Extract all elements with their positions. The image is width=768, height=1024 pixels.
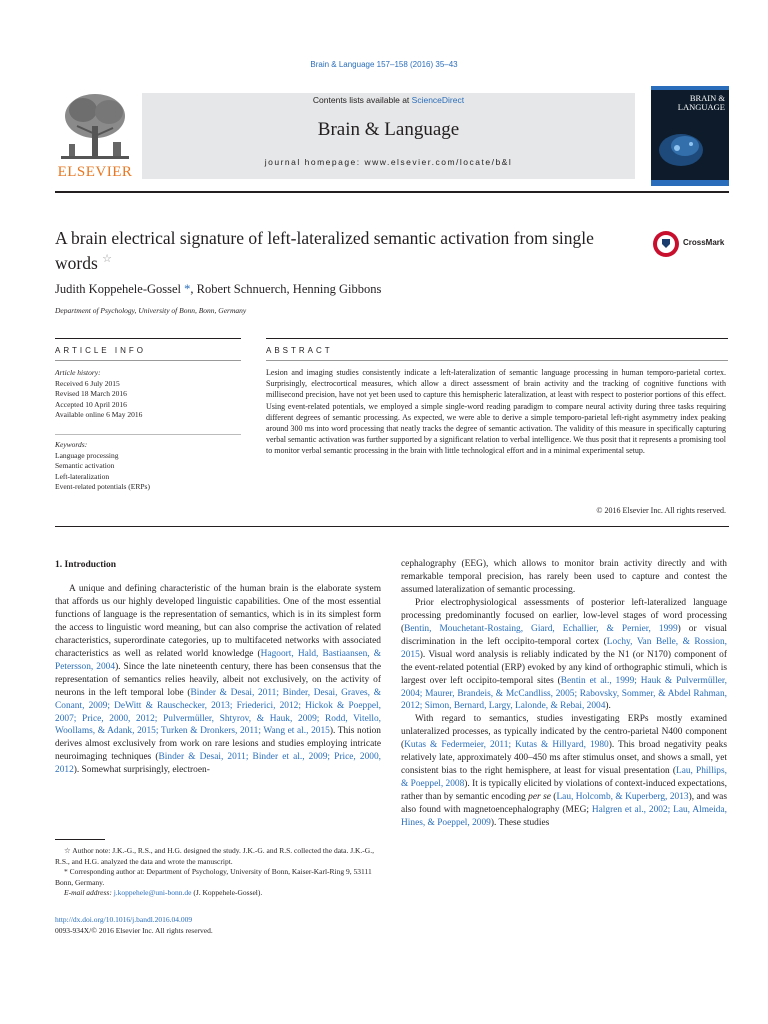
info-sub-rule [55, 360, 241, 361]
citation-link[interactable]: Kutas & Federmeier, 2011; Kutas & Hillyard, 1980 [404, 740, 609, 751]
text-run: ). Somewhat surprisingly, electroen- [73, 765, 210, 776]
title-footnote-mark[interactable]: ☆ [102, 253, 113, 265]
citation-link[interactable]: Bentin, Mouchetant-Rostaing, Giard, Echallier, & Pernier, 1999 [404, 623, 678, 634]
left-column [55, 583, 381, 777]
footnote-rule [55, 839, 105, 840]
text-run: ( [550, 792, 557, 803]
keywords-rule [55, 434, 241, 435]
brain-image-icon [651, 86, 729, 186]
doi-link[interactable]: http://dx.doi.org/10.1016/j.bandl.2016.04.009 [55, 915, 193, 924]
author-list [55, 282, 381, 297]
text-run: ). [605, 701, 611, 712]
text-run: ), and was also found with magnetoencephalography (MEG; [401, 792, 727, 816]
text-run: ). It is typically elicited by violations of context-induced expectations, rather than by semantic encoding [401, 779, 727, 803]
corresponding-author-mark[interactable]: * [184, 282, 191, 296]
publisher-name: ELSEVIER [57, 164, 133, 180]
affiliation: Department of Psychology, University of Bonn, Bonn, Germany [55, 306, 247, 315]
publication-notes [55, 915, 213, 936]
keyword: Event-related potentials (ERPs) [55, 482, 150, 491]
journal-title: Brain & Language [317, 119, 460, 140]
abstract-copyright: © 2016 Elsevier Inc. All rights reserved. [596, 506, 726, 515]
citation-link[interactable]: Bentin et al., 1999; Hauk & Pulvermüller, 2004; Maurer, Brandeis, & McCandliss, 2005; Rabovsky, Sommer, & Abdel Rahman, 2012; Simon, Bernard, Largy, Lalonde, & Rebai, 2004 [401, 675, 727, 712]
other-authors: , Robert Schnuerch, Henning Gibbons [190, 282, 382, 296]
crossmark-icon [652, 230, 680, 258]
email-label: E-mail address: [64, 888, 112, 897]
journal-homepage[interactable]: journal homepage: www.elsevier.com/locate/b&l [264, 157, 513, 167]
cover-title-line-2: LANGUAGE [677, 102, 725, 112]
footnote-asterisk-mark: * [64, 867, 68, 876]
citation-link[interactable]: Lau, Holcomb, & Kuperberg, 2013 [556, 792, 689, 803]
text-run: ) or visual discrimination in the left occipito-temporal cortex ( [401, 623, 727, 647]
keywords [55, 440, 241, 493]
keywords-label: Keywords: [55, 440, 88, 449]
article-history [55, 368, 241, 421]
footnote-text: Corresponding author at: Department of Psychology, University of Bonn, Kaiser-Karl-Ring 9, 53111 Bonn, Germany. [55, 867, 372, 887]
crossmark-label: CrossMark [683, 238, 725, 247]
keyword: Language processing [55, 450, 119, 460]
text-run: ). This broad negativity peaks relatively late, approximately 400–450 ms after stimulus onset, and shows a small, yet consistent bias to the right hemisphere, at least for visual presentation ( [401, 740, 727, 777]
history-online: Available online 6 May 2016 [55, 410, 143, 419]
article-info-heading: ARTICLE INFO [55, 346, 146, 355]
paragraph: cephalography (EEG), which allows to monitor brain activity directly and with remarkable temporal precision, has rarely been used to capture and contest the assumed lateralization of semantic processing. [401, 559, 727, 595]
keyword: Left-lateralization [55, 471, 110, 481]
footnotes [55, 846, 381, 899]
citation-link[interactable]: Binder & Desai, 2011; Binder et al., 2009; Price, 2000, 2012 [55, 752, 381, 776]
contents-line [142, 95, 635, 105]
sciencedirect-link[interactable]: ScienceDirect [411, 95, 465, 105]
text-run: ). This notion derives almost exclusively from work on rare lesions and studies employing intricate neuroimaging techniques ( [55, 726, 381, 763]
footnote-email [55, 888, 381, 899]
issn-line: 0093-934X/© 2016 Elsevier Inc. All rights reserved. [55, 925, 213, 935]
paragraph [401, 713, 727, 830]
masthead-divider [55, 191, 729, 193]
abstract-bottom-rule [55, 526, 729, 527]
history-revised: Revised 18 March 2016 [55, 389, 127, 398]
contents-prefix: Contents lists available at [312, 95, 412, 105]
paragraph [55, 583, 381, 777]
text-run: ). These studies [490, 818, 550, 829]
citation-link[interactable]: Halgren et al., 2002; Lau, Almeida, Hines, & Poeppel, 2009 [401, 805, 727, 829]
cover-title-line-1: BRAIN & [689, 93, 725, 103]
author-1[interactable]: Judith Koppehele-Gossel [55, 282, 182, 296]
history-label: Article history: [55, 368, 101, 377]
keyword: Semantic activation [55, 461, 115, 470]
abstract-sub-rule [266, 360, 728, 361]
italic-term: per se [528, 792, 551, 803]
footnote-author-note [55, 846, 381, 867]
history-received: Received 6 July 2015 [55, 378, 120, 388]
email-link[interactable]: j.koppehele@uni-bonn.de [113, 888, 192, 897]
text-run: ). Since the late nineteenth century, there has been consensus that the representation of semantics relies heavily, albeit not exclusively, on the activity of neurons in the left temporal lobe ( [55, 661, 381, 698]
right-column [401, 558, 727, 830]
citation-link[interactable]: Hagoort, Hald, Bastiaansen, & Petersson, 2004 [55, 648, 381, 672]
section-heading-introduction: 1. Introduction [55, 560, 117, 570]
abstract-top-rule [266, 338, 728, 339]
text-run: ). Visual word analysis is reliably indicated by the N1 (or N170) component of the event-related potential (ERP) evoked by any kind of orthographic stimuli, which is largest over left occipito-temporal sites ( [401, 649, 727, 686]
email-suffix: (J. Koppehele-Gossel). [191, 888, 263, 897]
text-run: With regard to semantics, studies investigating ERPs mostly examined unlateralized processes, as typically indicated by the centro-parietal N400 component ( [401, 714, 727, 751]
journal-reference[interactable]: Brain & Language 157–158 (2016) 35–43 [310, 60, 458, 69]
citation-link[interactable]: Binder & Desai, 2011; Binder, Desai, Graves, & Conant, 2009; DeWitt & Rauschecker, 2013; Friederici, 2012; Hickok & Poeppel, 2007; Price, 2000, 2012; Pulvermüller, Shtyrov, & Hauk, 2009; Rodd, Vitello, Woollams, & Adank, 2015; Turken & Dronkers, 2011; Wang et al., 2015 [55, 687, 381, 737]
article-title-text: A brain electrical signature of left-lateralized semantic activation from single words [55, 228, 594, 273]
text-run: A unique and defining characteristic of the human brain is the elaborate system that affords us our highly developed linguistic capabilities. One of the most essential functions of language is the representation of semantics, which is in its simplest form the access to linguistic word meaning, but can also comprise the activation of related characteristics, superordinate categories, up to multifaceted networks with associated characteristics as well as related world knowledge ( [55, 584, 381, 659]
citation-link[interactable]: Lochy, Van Belle, & Rossion, 2015 [401, 636, 727, 660]
footnote-star-mark: ☆ [64, 846, 71, 855]
abstract-heading: ABSTRACT [266, 346, 333, 355]
journal-header-box [142, 93, 635, 179]
abstract-text: Lesion and imaging studies consistently indicate a left-lateralization of semantic language processing in human temporo-parietal cortex. Surprisingly, electrocortical measures, which allow a direct assessment of brain activity and the tracking of cognitive functions with millisecond precision, have not yet been used to capture this hemispheric lateralization, at least with respect to posterior portions of this effect. Using event-related potentials, we employed a simple single-word reading paradigm to compare neural activity during three tasks requiring different degrees of semantic processing. As expected, we were able to derive a simple temporo-parietal left-right asymmetry index peaking around 300 ms into word processing that neatly tracks the degree of semantic activation. The validity of this measure in specifically capturing verbal semantic activation was further supported by a significant relation to verbal intelligence. We thus posit that it represents a promising tool to monitor verbal semantic processing in the brain with little technological effort and in a minimal experimental setup. [266, 368, 726, 456]
info-top-rule [55, 338, 241, 339]
footnote-corresponding [55, 867, 381, 888]
text-run: Prior electrophysiological assessments of posterior left-lateralized language processing predominantly focused on earlier, low-level stages of word processing ( [401, 597, 727, 634]
citation-link[interactable]: Lau, Phillips, & Poeppel, 2008 [401, 766, 727, 790]
article-title [55, 228, 635, 274]
footnote-text: Author note: J.K.-G., R.S., and H.G. designed the study. J.K.-G. and R.S. collected the data. J.K.-G., R.S., and H.G. analyzed the data and wrote the manuscript. [55, 846, 374, 866]
history-accepted: Accepted 10 April 2016 [55, 399, 127, 409]
crossmark-button[interactable] [652, 230, 734, 258]
paragraph [401, 597, 727, 714]
journal-cover [651, 86, 729, 186]
masthead [55, 86, 729, 186]
